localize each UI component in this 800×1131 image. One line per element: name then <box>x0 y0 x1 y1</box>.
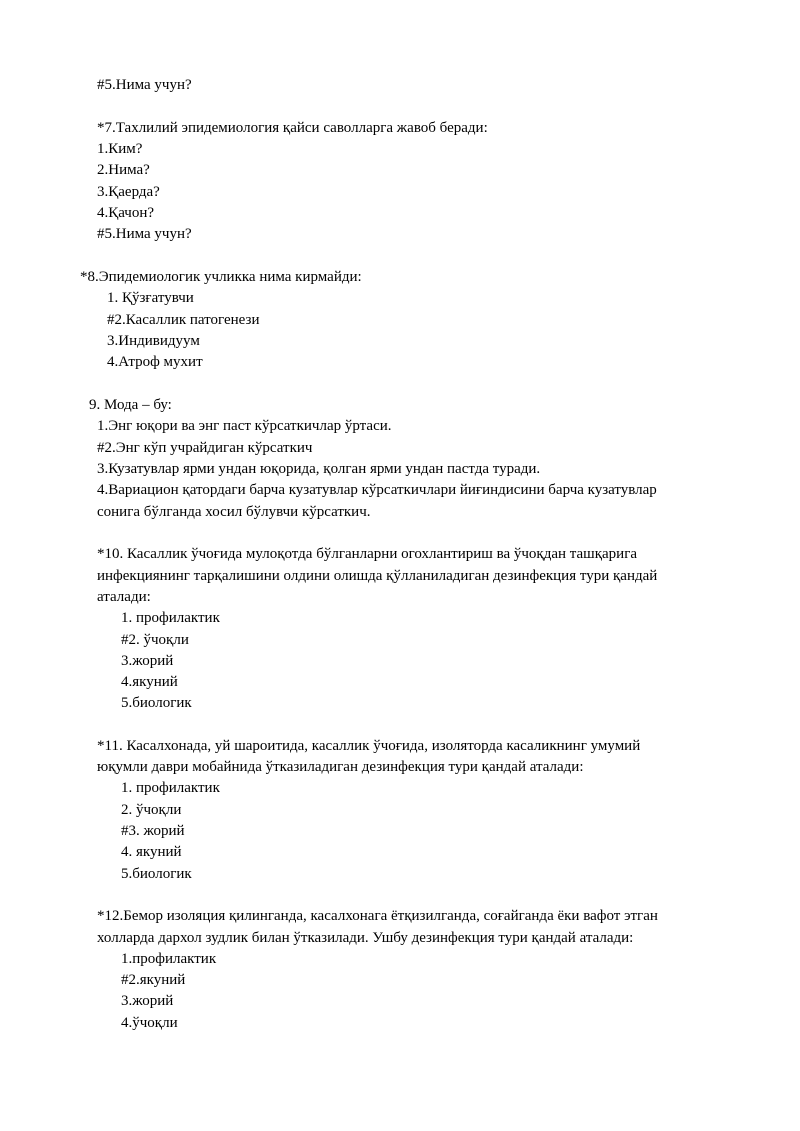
q11-question-line-1: *11. Касалхонада, уй шароитида, касаллик ўчоғида, изоляторда касаликнинг умумий <box>97 738 641 754</box>
q8-option-4: 4.Атроф мухит <box>107 354 203 370</box>
q7-option-2: 2.Нима? <box>97 162 150 178</box>
q10-question-line-3: аталади: <box>97 589 151 605</box>
q11-option-1: 1. профилактик <box>121 780 220 796</box>
q10-option-5: 5.биологик <box>121 695 192 711</box>
q12-question-line-2: холларда дархол зудлик билан ўтказилади. Ушбу дезинфекция тури қандай аталади: <box>97 930 634 946</box>
q10-option-2: #2. ўчоқли <box>121 632 189 648</box>
q11-option-4: 4. якуний <box>121 844 182 860</box>
q11-option-3: #3. жорий <box>121 823 185 839</box>
q9-option-2: #2.Энг кўп учрайдиган кўрсаткич <box>97 440 313 456</box>
q7-option-4: 4.Қачон? <box>97 205 155 221</box>
q9-option-4-continued: сонига бўлганда хосил бўлувчи кўрсаткич. <box>97 504 371 520</box>
q7-option-1: 1.Ким? <box>97 141 143 157</box>
q11-option-2: 2. ўчоқли <box>121 802 182 818</box>
q7-option-3: 3.Қаерда? <box>97 184 160 200</box>
q10-option-1: 1. профилактик <box>121 610 220 626</box>
q10-question-line-2: инфекциянинг тарқалишини олдини олишда қўлланиладиган дезинфекция тури қандай <box>97 568 658 584</box>
q12-option-3: 3.жорий <box>121 993 174 1009</box>
q12-option-1: 1.профилактик <box>121 951 217 967</box>
q8-option-3: 3.Индивидуум <box>107 333 200 349</box>
q9-option-3: 3.Кузатувлар ярми ундан юқорида, қолган ярми ундан пастда туради. <box>97 461 541 477</box>
q12-option-4: 4.ўчоқли <box>121 1015 178 1031</box>
q10-option-4: 4.якуний <box>121 674 178 690</box>
q7-option-5: #5.Нима учун? <box>97 226 192 242</box>
q11-option-5: 5.биологик <box>121 866 192 882</box>
q7-question: *7.Тахлилий эпидемиология қайси саволларга жавоб беради: <box>97 120 488 136</box>
q8-option-2: #2.Касаллик патогенези <box>107 312 260 328</box>
q9-option-4: 4.Вариацион қатордаги барча кузатувлар кўрсаткичлари йиғиндисини барча кузатувлар <box>97 482 657 498</box>
q12-option-2: #2.якуний <box>121 972 186 988</box>
q9-option-1: 1.Энг юқори ва энг паст кўрсаткичлар ўртаси. <box>97 418 392 434</box>
q8-option-1: 1. Қўзғатувчи <box>107 290 194 306</box>
q12-question-line-1: *12.Бемор изоляция қилинганда, касалхонага ётқизилганда, соғайганда ёки вафот этган <box>97 908 658 924</box>
q8-question: *8.Эпидемиологик учликка нима кирмайди: <box>80 269 362 285</box>
q10-question-line-1: *10. Касаллик ўчоғида мулоқотда бўлганларни огохлантириш ва ўчоқдан ташқарига <box>97 546 638 562</box>
q9-question: 9. Мода – бу: <box>89 397 172 413</box>
q10-option-3: 3.жорий <box>121 653 174 669</box>
q5-answer-5: #5.Нима учун? <box>97 77 192 93</box>
q11-question-line-2: юқумли даври мобайнида ўтказиладиган дезинфекция тури қандай аталади: <box>97 759 584 775</box>
